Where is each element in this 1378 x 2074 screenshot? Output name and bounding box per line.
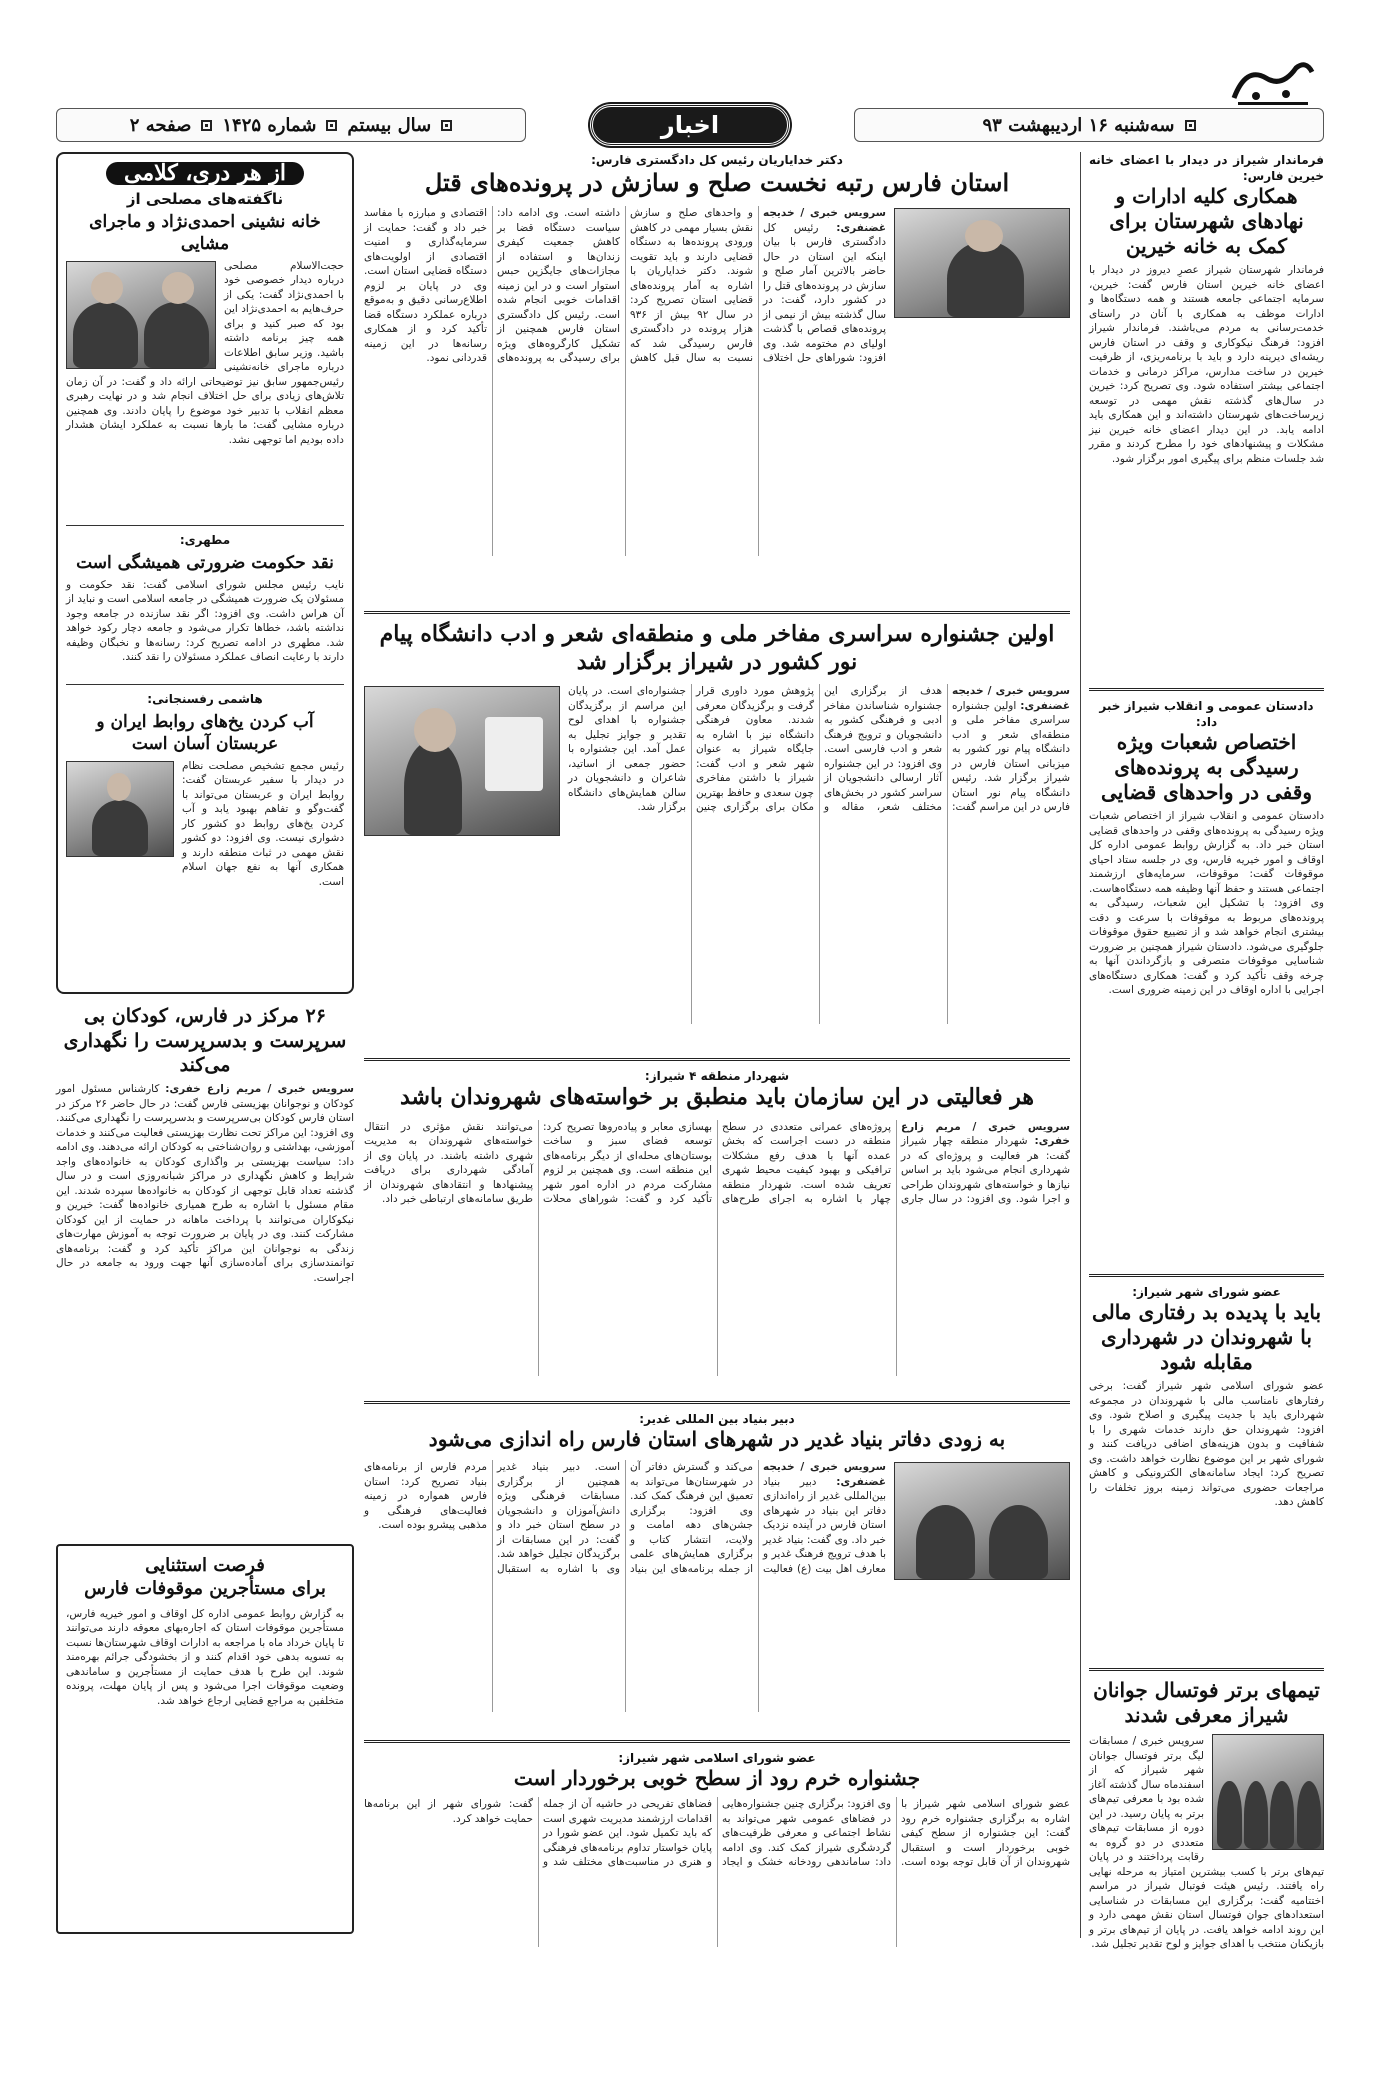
article-headline: به زودی دفاتر بنیاد غدیر در شهرهای استان فارس راه اندازی می‌شود: [428, 1427, 1006, 1451]
article-byline: سرویس خبری / خدیجه غضنفری:: [763, 207, 886, 234]
article-kicker: دادستان عمومی و انقلاب شیراز خبر داد:: [1099, 699, 1314, 729]
article-kicker: عضو شورای شهر شیراز:: [1132, 1285, 1281, 1299]
article-kicker: فرصت استثنایی: [145, 1555, 265, 1576]
column-ribbon: از هر دری، کلامی: [106, 162, 304, 185]
article-futsal: [1089, 1678, 1324, 2074]
article-district4: [364, 1068, 1070, 1394]
divider: [66, 684, 344, 685]
article-headline: ۲۶ مرکز در فارس، کودکان بی سرپرست و بدسرپرست را نگهداری می‌کند: [63, 1005, 347, 1077]
article-mosleh: [66, 191, 344, 519]
team-photo: [1212, 1734, 1324, 1850]
article-body: حجت‌الاسلام مصلحی درباره دیدار خصوصی خود با احمدی‌نژاد گفت: یکی از حرف‌هایم به احمدی‌نژاد این بود که صبر کنید و برای همه چیز برنامه داشته باشید. وزیر سابق اطلاعات درباره ماجرای خانه‌نشینی رئیس‌جمهور سابق نیز توضیحاتی ارائه داد و گفت: در آن زمان تلاش‌های زیادی برای حل اختلاف انجام شد و در نهایت رهبری معظم انقلاب با تدبیر خود موضوع را پایان دادند. وی همچنین درباره مشایی گفت: ما بارها نسبت به عملکرد ایشان هشدار داده بودیم اما توجهی نشد.: [66, 259, 344, 446]
article-byline: سرویس خبری / خدیجه غضنفری:: [952, 685, 1070, 712]
divider: [364, 611, 1070, 614]
article-byline: سرویس خبری / مریم زارع خفری:: [901, 1120, 1070, 1147]
article-city-council: [1089, 1284, 1324, 1661]
issue-date: سه‌شنبه ۱۶ اردیبهشت ۹۳: [982, 114, 1175, 136]
article-body: دادستان عمومی و انقلاب شیراز از اختصاص شعبات ویژه رسیدگی به پرونده‌های وقفی در واحدهای قضایی استان خبر داد. به گزارش روابط عمومی اداره کل اوقاف و امور خیریه فارس، وی در جلسه ستاد احیای موقوفات گفت: موقوفات، سرمایه‌های ارزشمند اجتماعی هستند و حفظ آنها وظیفه همه دستگاه‌هاست. وی افزود: با تشکیل این شعبات، رسیدگی به پرونده‌های مربوط به موقوفات با سرعت و دقت بیشتری انجام خواهد شد و از تضییع حقوق موقوفات جلوگیری می‌شود. دادستان شیراز همچنین بر ضرورت شناسایی موقوفات متصرفی و بازگرداندن آنها به چرخه وقف تأکید کرد و گفت: همکاری دستگاه‌های اجرایی با اداره اوقاف در این زمینه ضروری است.: [1089, 810, 1324, 996]
article-body: عضو شورای اسلامی شهر شیراز گفت: برخی رفتارهای نامناسب مالی با شهروندان در مجموعه شهرداری باید با جدیت پیگیری و اصلاح شود. وی افزود: شهروندان حق دارند خدمات شهری را با شفافیت و بدون هزینه‌های اضافی دریافت کنند و شورای شهر بر این موضوع نظارت خواهد داشت. وی تصریح کرد: ایجاد سامانه‌های الکترونیکی و کاهش مراجعات حضوری می‌تواند زمینه بروز تخلفات را کاهش دهد.: [1089, 1380, 1324, 1508]
square-icon: [441, 120, 452, 131]
article-endowment-tenants: [56, 1544, 354, 1934]
article-kicker: عضو شورای اسلامی شهر شیراز:: [618, 1751, 816, 1765]
article-headline: اولین جشنواره سراسری مفاخر ملی و منطقه‌ای شعر و ادب دانشگاه پیام نور کشور در شیراز برگزار شد: [379, 621, 1055, 675]
article-poetry-festival: [364, 621, 1070, 1051]
divider: [364, 1401, 1070, 1404]
square-icon: [201, 120, 212, 131]
article-headline: استان فارس رتبه نخست صلح و سازش در پرونده‌های قتل: [424, 168, 1010, 197]
article-governor: [1089, 152, 1324, 681]
official-photo: [894, 208, 1070, 318]
article-headline: خانه نشینی احمدی‌نژاد و ماجرای مشایی: [89, 211, 321, 254]
article-headline: هر فعالیتی در این سازمان باید منطبق بر خواسته‌های شهروندان باشد: [399, 1084, 1035, 1110]
dateline-issue: [56, 108, 526, 142]
article-motahari: [66, 532, 344, 678]
divider: [1089, 688, 1324, 691]
article-body: شهردار منطقه چهار شیراز گفت: هر فعالیت و پروژه‌ای که در شهرداری انجام می‌شود باید بر اساس نیازها و خواسته‌های شهروندان طراحی و اجرا شود. وی افزود: در سال جاری پروژه‌های عمرانی متعددی در سطح منطقه در دست اجراست که بخش عمده آنها با هدف رفع مشکلات ترافیکی و بهبود کیفیت محیط شهری تعریف شده است. شهردار منطقه چهار با اشاره به اجرای طرح‌های بهسازی معابر و پیاده‌روها تصریح کرد: توسعه فضای سبز و ساخت بوستان‌های محله‌ای از دیگر برنامه‌های این منطقه است. وی همچنین بر لزوم مشارکت مردم در اداره امور شهر تأکید کرد و گفت: شوراهای محلات می‌توانند نقش مؤثری در انتقال خواسته‌های شهروندان به مدیریت شهری داشته باشند. در پایان وی از آمادگی شهرداری برای دریافت پیشنهادها و انتقادهای شهروندان از طریق سامانه‌های ارتباطی خبر داد.: [364, 1120, 1070, 1205]
issue-number: شماره ۱۴۲۵: [222, 114, 317, 136]
article-kicker: فرماندار شیراز در دیدار با اعضای خانه خیرین فارس:: [1089, 153, 1324, 183]
politicians-photo: [66, 261, 216, 369]
dateline-date: [854, 108, 1324, 142]
article-ghadir: [364, 1411, 1070, 1733]
article-kicker: شهردار منطقه ۴ شیراز:: [644, 1069, 790, 1083]
hashemi-photo: [66, 761, 174, 857]
article-judiciary: [364, 152, 1070, 604]
article-headline: تیمهای برتر فوتسال جوانان شیراز معرفی شدند: [1093, 1678, 1320, 1727]
article-headline: اختصاص شعبات ویژه رسیدگی به پرونده‌های وقفی در واحدهای قضایی: [1100, 730, 1313, 804]
volume-year: سال بیستم: [347, 114, 432, 136]
article-khorram-rud: [364, 1750, 1070, 1960]
article-body: فرماندار شهرستان شیراز عصرِ دیروز در دیدار با اعضای خانه خیرین استان فارس گفت: خیرین، سرمایه اجتماعی جامعه هستند و همه دستگاه‌ها و ادارات موظف به همکاری با آنان در راستای خدمت‌رسانی به مردم می‌باشند. فرماندار شیراز افزود: فرهنگ نیکوکاری و وقف در استان فارس ریشه‌ای دیرینه دارد و باید با برنامه‌ریزی، از ظرفیت خیرین در ساخت مدارس، مراکز درمانی و خدمات اجتماعی بیشتر استفاده شود. وی تصریح کرد: خیرین در سال‌های گذشته نقش مهمی در توسعه زیرساخت‌های شهرستان داشته‌اند و این همکاری باید ادامه یابد. در این دیدار اعضای خانه خیرین نیز مشکلات و پیشنهادهای خود را مطرح کردند و مقرر شد جلسات منظم برای پیگیری امور برگزار شود.: [1089, 264, 1324, 465]
section-badge: اخبار: [590, 104, 790, 146]
article-body: رئیس کل دادگستری فارس با بیان اینکه این استان در حال حاضر بالاترین آمار صلح و سازش در پرونده‌های قتل را در کشور دارد، گفت: در سال گذشته بیش از نیمی از پرونده‌های قصاص با گذشت اولیای دم مختومه شد. وی افزود: شوراهای حل اختلاف و واحدهای صلح و سازش نقش بسیار مهمی در کاهش ورودی پرونده‌ها به دستگاه قضایی دارند و باید تقویت شوند. دکتر خدایاریان با اشاره به آمار پرونده‌های قضایی استان تصریح کرد: در سال ۹۲ بیش از ۹۳۶ هزار پرونده در دادگستری فارس رسیدگی شد که نسبت به سال قبل کاهش داشته است. وی ادامه داد: سیاست دستگاه قضا بر کاهش جمعیت کیفری زندان‌ها و استفاده از مجازات‌های جایگزین حبس استوار است و در این زمینه اقدامات خوبی انجام شده است. رئیس کل دادگستری استان فارس همچنین از تشکیل کارگروه‌های ویژه برای رسیدگی به پرونده‌های اقتصادی و مبارزه با مفاسد خبر داد و گفت: حمایت از سرمایه‌گذاری و امنیت اقتصادی از اولویت‌های دستگاه قضایی استان است. وی در پایان بر لزوم اطلاع‌رسانی دقیق و به‌موقع درباره عملکرد دستگاه قضا تأکید کرد و از همکاری رسانه‌ها در این زمینه قدردانی نمود.: [364, 207, 886, 364]
article-kicker: دکتر خدایاریان رئیس کل دادگستری فارس:: [591, 153, 843, 167]
divider: [66, 525, 344, 526]
article-headline: آب کردن یخ‌های روابط ایران و عربستان آسان است: [96, 711, 314, 754]
article-body: دبیر بنیاد بین‌المللی غدیر از راه‌اندازی دفاتر این بنیاد در شهرهای استان فارس در آینده نزدیک خبر داد. وی گفت: بنیاد غدیر با هدف ترویج فرهنگ غدیر و معارف اهل بیت (ع) فعالیت می‌کند و گسترش دفاتر آن در شهرستان‌ها می‌تواند به تعمیق این فرهنگ کمک کند. وی افزود: برگزاری جشن‌های دهه امامت و ولایت، انتشار کتاب و برگزاری همایش‌های علمی از جمله برنامه‌های این بنیاد است. دبیر بنیاد غدیر همچنین از برگزاری مسابقات فرهنگی ویژه دانش‌آموزان و دانشجویان در سطح استان خبر داد و گفت: در این مسابقات از برگزیدگان تجلیل خواهد شد. وی با اشاره به استقبال مردم فارس از برنامه‌های بنیاد تصریح کرد: استان فارس همواره در زمینه فعالیت‌های فرهنگی و مذهبی پیشرو بوده است.: [364, 1461, 886, 1575]
article-kicker: هاشمی رفسنجانی:: [147, 691, 263, 706]
square-icon: [326, 120, 337, 131]
divider: [1089, 1668, 1324, 1671]
article-headline: همکاری کلیه ادارات و نهادهای شهرستان برای کمک به خانه خیرین: [1109, 184, 1304, 258]
article-body: رئیس مجمع تشخیص مصلحت نظام در دیدار با سفیر عربستان گفت: روابط ایران و عربستان می‌تواند با گفت‌وگو و تفاهم بهبود یابد و آب کردن یخ‌های روابط دو کشور کار دشواری نیست. وی افزود: دو کشور نقش مهمی در ثبات منطقه دارند و همکاری آنها به نفع جهان اسلام است.: [182, 759, 344, 888]
middle-column: [364, 152, 1070, 1938]
divider: [364, 1058, 1070, 1061]
article-headline: جشنواره خرم رود از سطح خوبی برخوردار است: [513, 1766, 921, 1790]
article-kicker: دبیر بنیاد بین المللی غدیر:: [639, 1412, 795, 1426]
article-kicker: ناگفته‌های مصلحی از: [126, 189, 284, 208]
article-kicker: مطهری:: [179, 532, 231, 547]
article-orphans: [56, 1004, 354, 1534]
article-headline: نقد حکومت ضرورتی همیشگی است: [76, 552, 334, 573]
newspaper-page: [56, 52, 1324, 1950]
right-column: [1080, 152, 1324, 1950]
article-body: کارشناس مسئول امور کودکان و نوجوانان بهزیستی فارس گفت: در حال حاضر ۲۶ مرکز در استان فارس کودکان بی‌سرپرست و بدسرپرست را نگهداری می‌کنند. وی افزود: این مراکز تحت نظارت بهزیستی فعالیت می‌کنند و خدمات آموزشی، بهداشتی و روان‌شناختی به کودکان ارائه می‌دهند. وی ادامه داد: سیاست بهزیستی بر واگذاری کودکان به خانواده‌های واجد شرایط و کاهش نگهداری در مراکز شبانه‌روزی است و در سال گذشته تعداد قابل توجهی از کودکان به خانواده‌ها سپرده شدند. این مقام مسئول با اشاره به طرح همیاری خانواده‌ها گفت: خیرین و نیکوکاران می‌توانند با پرداخت ماهانه در حمایت از این کودکان مشارکت کنند. وی در پایان بر ضرورت توجه به آموزش مهارت‌های زندگی به نوجوانان این مراکز تأکید کرد و گفت: برنامه‌های توانمندسازی برای آماده‌سازی آنها جهت ورود به جامعه در حال اجراست.: [56, 1083, 354, 1284]
article-headline: باید با پدیده بد رفتاری مالی با شهروندان در شهرداری مقابله شود: [1091, 1300, 1322, 1374]
divider: [364, 1740, 1070, 1743]
article-headline: برای مستأجرین موقوفات فارس: [84, 1578, 326, 1600]
article-body: سرویس خبری / مسابقات لیگ برتر فوتسال جوانان شهر شیراز که از اسفندماه سال گذشته آغاز شده بود با معرفی تیم‌های برتر به پایان رسید. در این دوره از مسابقات تیم‌های متعددی در دو گروه به رقابت پرداختند و در پایان تیم‌های برتر با کسب بیشترین امتیاز به مرحله نهایی راه یافتند. رئیس هیئت فوتبال شیراز در مراسم اختتامیه گفت: برگزاری این مسابقات در شناسایی استعدادهای جوان فوتسال استان نقش مهمی دارد و این روند ادامه خواهد یافت. در پایان از تیم‌های برتر و بازیکنان منتخب با اهدای جوایز و لوح تقدیر تجلیل شد.: [1089, 1735, 1324, 1950]
article-byline: سرویس خبری / مریم زارع خفری:: [165, 1083, 354, 1096]
article-body: اولین جشنواره سراسری مفاخر ملی و منطقه‌ای شعر و ادب دانشگاه پیام نور کشور به میزبانی استان فارس در شیراز برگزار شد. رئیس دانشگاه پیام نور استان فارس در این مراسم گفت: هدف از برگزاری این جشنواره شناساندن مفاخر ادبی و فرهنگی کشور به دانشجویان و ترویج فرهنگ شعر و ادب فارسی است. وی افزود: در این جشنواره آثار ارسالی دانشجویان از سراسر کشور در بخش‌های مختلف شعر، مقاله و پژوهش مورد داوری قرار گرفت و برگزیدگان معرفی شدند. معاون فرهنگی دانشگاه نیز با اشاره به جایگاه شیراز به عنوان شهر شعر و ادب گفت: شیراز با داشتن مفاخری چون سعدی و حافظ بهترین مکان برای برگزاری چنین جشنواره‌ای است. در پایان این مراسم از برگزیدگان جشنواره با اهدای لوح تقدیر و جوایز تجلیل به عمل آمد. این جشنواره با حضور جمعی از اساتید، شاعران و دانشجویان در سالن همایش‌های دانشگاه برگزار شد.: [568, 685, 1070, 813]
left-column: [56, 152, 354, 1938]
article-prosecutor: [1089, 698, 1324, 1267]
divider: [1089, 1274, 1324, 1277]
article-body: عضو شورای اسلامی شهر شیراز با اشاره به برگزاری جشنواره خرم رود گفت: این جشنواره از سطح کیفی خوبی برخوردار است و استقبال شهروندان از آن قابل توجه بوده است. وی افزود: برگزاری چنین جشنواره‌هایی در فضاهای عمومی شهر می‌تواند به نشاط اجتماعی و معرفی ظرفیت‌های گردشگری شیراز کمک کند. وی ادامه داد: ساماندهی رودخانه خشک و ایجاد فضاهای تفریحی در حاشیه آن از جمله اقدامات ارزشمند مدیریت شهری است که باید تکمیل شود. این عضو شورا در پایان خواستار تداوم برنامه‌های فرهنگی و هنری در مناسبت‌های مختلف شد و گفت: شورای شهر از این برنامه‌ها حمایت خواهد کرد.: [364, 1798, 1070, 1868]
masthead: [56, 52, 1324, 148]
square-icon: [1185, 120, 1196, 131]
article-body: به گزارش روابط عمومی اداره کل اوقاف و امور خیریه فارس، مستأجرین موقوفات استان که اجاره‌بهای معوقه دارند می‌توانند تا پایان خرداد ماه با مراجعه به ادارات اوقاف شهرستان‌ها نسبت به تسویه بدهی خود اقدام کنند و از بخشودگی جرائم بهره‌مند شوند. این طرح با هدف حمایت از مستأجرین و ساماندهی وضعیت موقوفات اجرا می‌شود و پس از پایان مهلت، پرونده متخلفین به مراجع قضایی ارجاع خواهد شد.: [66, 1607, 344, 1707]
page-number: صفحه ۲: [129, 114, 192, 136]
article-body: نایب رئیس مجلس شورای اسلامی گفت: نقد حکومت و مسئولان یک ضرورت همیشگی در جامعه اسلامی است و نباید از آن هراس داشت. وی افزود: اگر نقد سازنده در جامعه وجود نداشته باشد، خطاها تکرار می‌شود و جامعه دچار رکود خواهد شد. مطهری در ادامه تصریح کرد: رسانه‌ها و نخبگان وظیفه دارند با رعایت انصاف عملکرد مسئولان را نقد کنند.: [66, 578, 344, 664]
from-every-door-box: [56, 152, 354, 994]
ghadir-photo: [894, 1462, 1070, 1580]
festival-photo: [364, 686, 560, 836]
article-byline: سرویس خبری / خدیجه غضنفری:: [763, 1461, 886, 1488]
article-hashemi: [66, 691, 344, 888]
